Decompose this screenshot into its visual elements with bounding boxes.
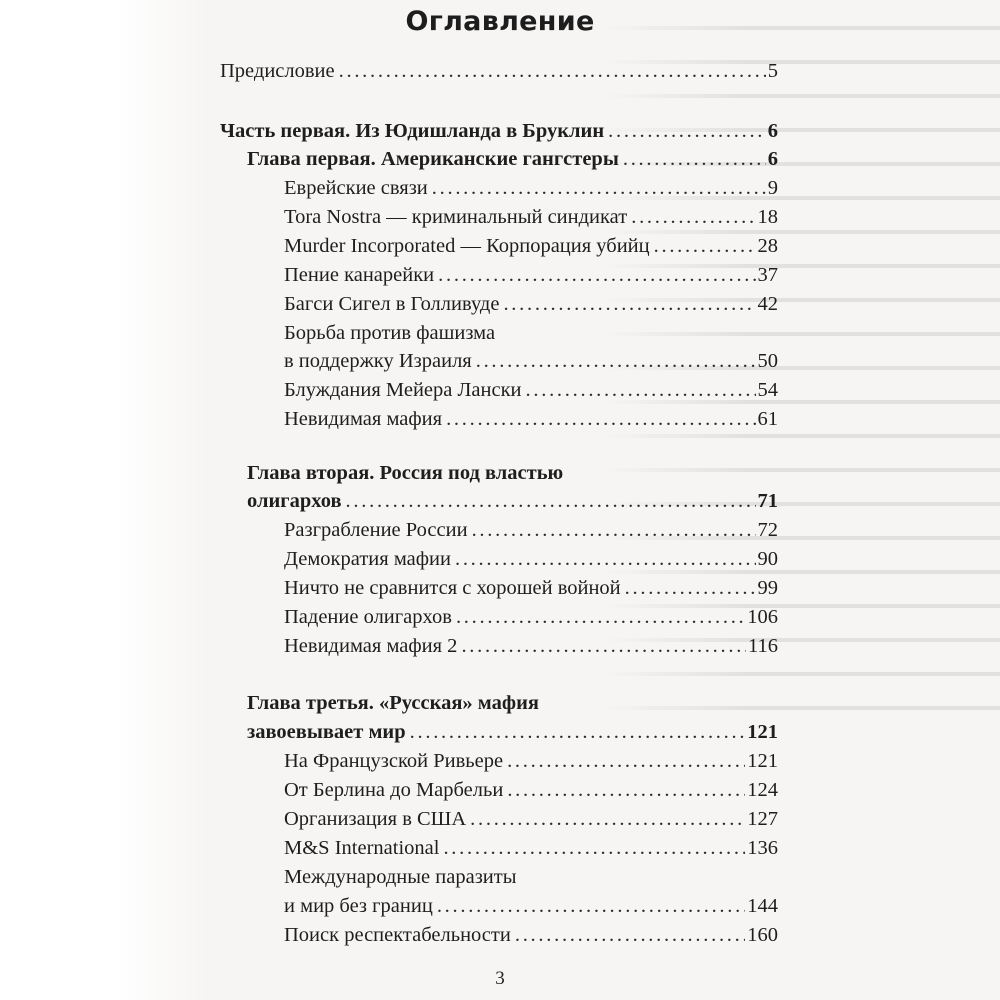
entry-page: 37 <box>757 264 778 286</box>
dot-leader <box>623 148 766 171</box>
entry-label: На Французской Ривьере <box>284 750 504 772</box>
toc-entry-section <box>284 264 778 287</box>
toc-entry-chapter <box>247 721 778 744</box>
entry-page: 121 <box>747 721 778 743</box>
entry-label: Разграбление России <box>284 519 468 541</box>
toc-entry-section <box>284 177 778 200</box>
dot-leader <box>507 779 745 802</box>
toc-entry-section <box>284 408 778 431</box>
dot-leader <box>470 808 745 831</box>
dot-leader <box>455 548 756 571</box>
entry-page: 50 <box>757 350 778 372</box>
entry-page: 127 <box>747 808 778 830</box>
entry-label: Часть первая. Из Юдишланда в Бруклин <box>220 120 605 142</box>
entry-page: 6 <box>767 148 778 170</box>
entry-label: Пение канарейки <box>284 264 435 286</box>
toc-entry-chapter-line1: Глава третья. «Русская» мафия <box>247 692 539 714</box>
entry-label: Murder Incorporated — Корпорация убийц <box>284 235 650 257</box>
entry-page: 160 <box>747 924 778 946</box>
entry-page: 6 <box>767 120 778 142</box>
toc-entry-chapter <box>247 148 778 171</box>
toc-entry-section <box>284 808 778 831</box>
entry-label: От Берлина до Марбельи <box>284 779 504 801</box>
toc-entry-section <box>284 635 778 658</box>
entry-page: 121 <box>747 750 778 772</box>
entry-label: завоевывает мир <box>247 721 406 743</box>
entry-page: 28 <box>757 235 778 257</box>
entry-page: 18 <box>757 206 778 228</box>
dot-leader <box>631 206 755 229</box>
dot-leader <box>443 837 745 860</box>
entry-page: 5 <box>767 60 778 82</box>
entry-label: и мир без границ <box>284 895 433 917</box>
page-number: 3 <box>495 968 505 989</box>
entry-label: Демократия мафии <box>284 548 451 570</box>
entry-label: Багси Сигел в Голливуде <box>284 293 500 315</box>
toc-entry-section <box>284 206 778 229</box>
entry-page: 9 <box>767 177 778 199</box>
entry-page: 136 <box>747 837 778 859</box>
toc-entry-section-line1: Международные паразиты <box>284 866 517 888</box>
toc-entry-chapter-line1: Глава вторая. Россия под властью <box>247 462 564 484</box>
toc-entry-section <box>284 895 778 918</box>
entry-label: в поддержку Израиля <box>284 350 472 372</box>
toc-entry-part <box>220 120 778 143</box>
entry-label: Tora Nostra — криминальный синдикат <box>284 206 628 228</box>
entry-label: M&S International <box>284 837 440 859</box>
toc-entry-section-line1: Борьба против фашизма <box>284 322 496 344</box>
entry-label: Поиск респектабельности <box>284 924 511 946</box>
entry-page: 42 <box>757 293 778 315</box>
toc-entry-section <box>284 924 778 947</box>
toc-entry-chapter <box>247 490 778 513</box>
toc-entry-section <box>284 235 778 258</box>
entry-label: Организация в США <box>284 808 467 830</box>
entry-label: Блуждания Мейера Лански <box>284 379 522 401</box>
entry-page: 72 <box>757 519 778 541</box>
dot-leader <box>608 120 766 143</box>
toc-entry-section <box>284 519 778 542</box>
dot-leader <box>438 264 755 287</box>
dot-leader <box>461 635 746 658</box>
dot-leader <box>432 177 766 200</box>
dot-leader <box>410 721 746 744</box>
toc-entry-section <box>284 379 778 402</box>
toc-entry-preface <box>220 60 778 83</box>
entry-page: 124 <box>747 779 778 801</box>
entry-label: Невидимая мафия <box>284 408 443 430</box>
entry-page: 144 <box>747 895 778 917</box>
entry-page: 90 <box>757 548 778 570</box>
toc-entry-section <box>284 779 778 802</box>
dot-leader <box>654 235 756 258</box>
entry-label: Падение олигархов <box>284 606 452 628</box>
dot-leader <box>472 519 756 542</box>
entry-label: Глава первая. Американские гангстеры <box>247 148 619 170</box>
entry-label: Ничто не сравнится с хорошей войной <box>284 577 621 599</box>
toc-entry-section <box>284 577 778 600</box>
toc-entry-section <box>284 837 778 860</box>
entry-label: Предисловие <box>220 60 335 82</box>
dot-leader <box>625 577 756 600</box>
dot-leader <box>507 750 745 773</box>
entry-label: Невидимая мафия 2 <box>284 635 458 657</box>
dot-leader <box>437 895 745 918</box>
page-margin <box>0 0 210 1000</box>
dot-leader <box>515 924 745 947</box>
toc-entry-section <box>284 606 778 629</box>
toc-entry-section <box>284 750 778 773</box>
dot-leader <box>526 379 756 402</box>
entry-page: 54 <box>757 379 778 401</box>
entry-page: 116 <box>748 635 778 657</box>
entry-page: 71 <box>757 490 778 512</box>
entry-page: 61 <box>757 408 778 430</box>
entry-label: олигархов <box>247 490 342 512</box>
entry-page: 106 <box>747 606 778 628</box>
toc-entry-section <box>284 293 778 316</box>
dot-leader <box>503 293 755 316</box>
entry-label: Еврейские связи <box>284 177 428 199</box>
dot-leader <box>446 408 755 431</box>
entry-page: 99 <box>757 577 778 599</box>
toc-entry-section <box>284 548 778 571</box>
toc-title: Оглавление <box>405 6 595 37</box>
dot-leader <box>476 350 756 373</box>
dot-leader <box>346 490 756 513</box>
dot-leader <box>339 60 766 83</box>
toc-entry-section <box>284 350 778 373</box>
dot-leader <box>456 606 745 629</box>
